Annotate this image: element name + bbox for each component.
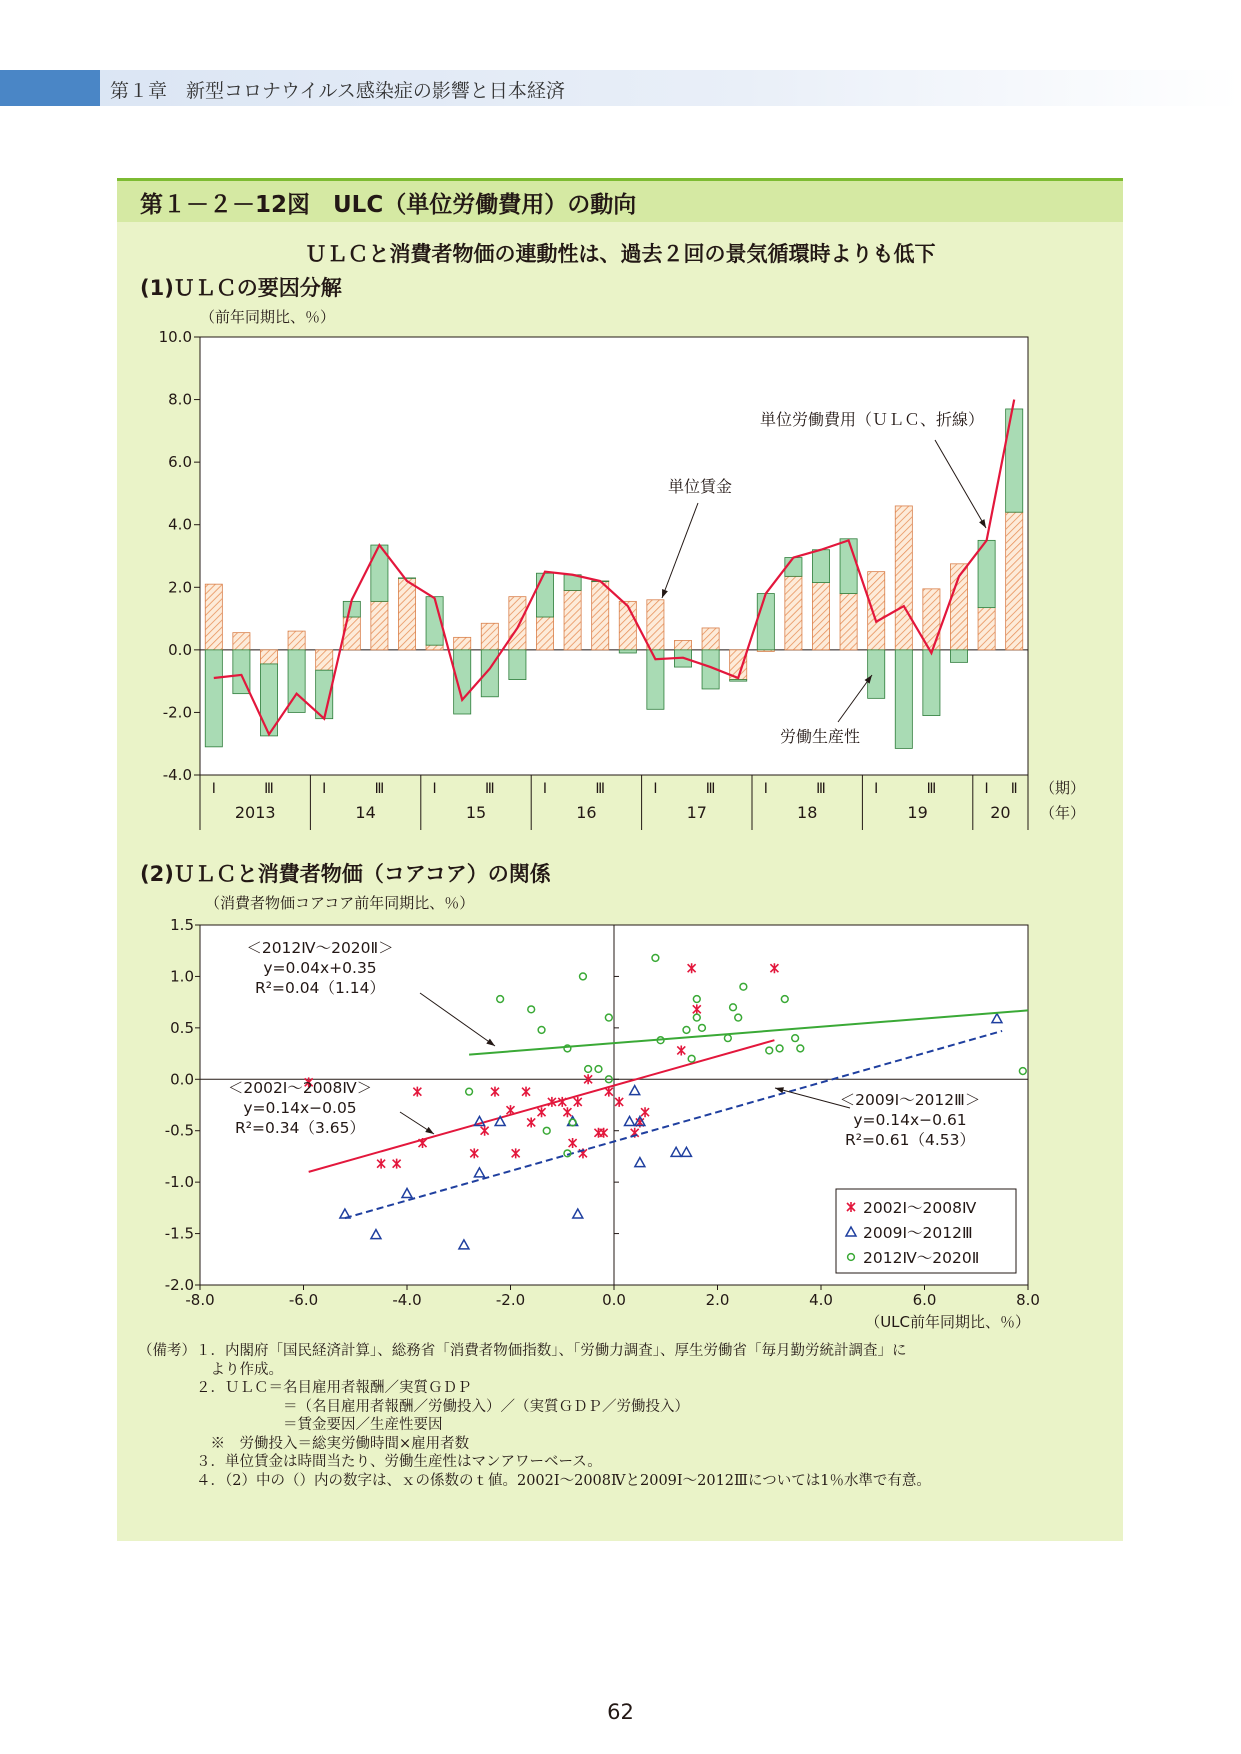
quarter-label: Ⅰ [211,781,216,797]
wage-bar [978,608,995,650]
figure-subtitle: ＵＬＣと消費者物価の連動性は、過去２回の景気循環時よりも低下 [305,242,936,266]
y-tick-label: 8.0 [168,390,192,409]
y-tick-label: -1.0 [164,1173,194,1192]
y-tick-label: 6.0 [168,453,192,472]
wage-bar [316,650,333,670]
quarter-label: Ⅲ [264,781,274,797]
label-2012-2020-equation: y=0.04x+0.35 [263,959,377,977]
y-tick-label: -2.0 [164,1276,194,1294]
y-axis-label: （前年同期比、％） [200,308,336,326]
productivity-bar [895,650,912,749]
year-label: 15 [465,803,487,822]
productivity-bar [481,650,498,697]
quarter-label: Ⅰ [322,781,327,797]
x-tick-label: -8.0 [185,1291,215,1309]
y-tick-label: 1.0 [170,967,194,986]
ulc-annotation: 単位労働費用（ＵＬＣ、折線） [760,410,985,429]
productivity-bar [509,650,526,680]
wage-bar [509,597,526,650]
wage-bar [205,584,222,650]
legend-2002-2008-label: 2002Ⅰ～2008Ⅳ [863,1199,977,1217]
quarter-label: Ⅲ [926,781,937,797]
quarter-label: Ⅲ [816,781,826,797]
quarter-label: Ⅰ [432,781,437,797]
y-tick-label: -2.0 [162,703,192,722]
wage-bar [454,637,471,650]
y-tick-label: 0.0 [170,1070,194,1089]
x-tick-label: -6.0 [288,1291,319,1309]
wage-bar [619,601,636,649]
label-2002-2008-period: ＜2002Ⅰ～2008Ⅳ＞ [227,1079,373,1097]
quarter-label: Ⅲ [484,781,495,797]
y-tick-label: 2.0 [168,578,192,597]
wage-bar [674,640,691,649]
label-2009-2012-period: ＜2009Ⅰ～2012Ⅲ＞ [839,1091,981,1109]
ulc-decomposition-chart [159,308,1085,830]
label-2009-2012-r2: R²=0.61（4.53） [845,1131,975,1149]
wage-bar [812,583,829,650]
period-unit: （期） [1040,779,1086,797]
y-tick-label: 0.0 [168,640,192,659]
note-line: ４．（2）中の（）内の数字は、ｘの係数のｔ値。2002Ⅰ～2008Ⅳと2009Ⅰ～2012Ⅲについては1％水準で有意。 [138,1472,931,1489]
ulc-cpi-scatter-chart [165,894,1040,1331]
quarter-label: Ⅰ [874,781,879,797]
note-line: より作成。 [138,1361,283,1378]
wage-bar [233,633,250,650]
quarter-label: Ⅲ [705,781,716,797]
year-label: 17 [686,803,707,822]
quarter-label: Ⅰ [984,781,989,797]
x-tick-label: 2.0 [705,1291,730,1309]
x-tick-label: 6.0 [912,1291,937,1309]
chapter-title: 第１章 新型コロナウイルス感染症の影響と日本経済 [110,80,565,102]
wage-bar [785,576,802,650]
figure-title: 第１－２－12図 ULC（単位労働費用）の動向 [140,192,637,218]
productivity-bar [840,539,857,594]
y-tick-label: -1.5 [164,1224,194,1243]
page-number: 62 [607,1700,634,1724]
x-tick-label: 4.0 [809,1291,833,1309]
y-tick-label: -0.5 [164,1121,194,1140]
note-line: ※ 労働投入＝総実労働時間×雇用者数 [138,1435,470,1452]
productivity-bar [812,550,829,583]
label-2002-2008-equation: y=0.14x−0.05 [243,1099,357,1117]
y-tick-label: 1.5 [170,916,194,934]
wage-bar [398,578,415,650]
year-label: 14 [355,803,376,822]
y-axis-label: （消費者物価コアコア前年同期比、％） [205,894,475,912]
legend-2012-2020-label: 2012Ⅳ～2020Ⅱ [863,1249,980,1267]
productivity-bar [398,578,415,579]
x-tick-label: -4.0 [392,1291,422,1309]
note-line: ２．ＵＬＣ＝名目雇用者報酬／実質ＧＤＰ [138,1380,472,1396]
year-label: 2013 [234,803,276,822]
wage-bar [868,572,885,650]
x-tick-label: 0.0 [602,1291,626,1309]
y-tick-label: 4.0 [168,515,192,534]
x-tick-label: 8.0 [1016,1291,1040,1309]
wage-bar [371,601,388,649]
productivity-bar [950,650,967,663]
year-label: 16 [576,803,597,822]
wage-bar [260,650,277,664]
section-2-title: (2)ＵＬＣと消費者物価（コアコア）の関係 [140,862,551,886]
note-line: （備考）１．内閣府「国民経済計算」、総務省「消費者物価指数」、「労働力調査」、厚生労働省「毎月勤労統計調査」に [138,1343,907,1359]
productivity-bar [868,650,885,698]
wage-bar [895,506,912,650]
quarter-label: Ⅰ [542,781,548,797]
year-label: 20 [990,803,1011,822]
productivity-annotation: 労働生産性 [780,727,861,746]
wage-bar [840,594,857,650]
label-2012-2020-r2: R²=0.04（1.14） [255,979,385,997]
note-line: ＝（名目雇用者報酬／労働投入）／（実質ＧＤＰ／労働投入） [138,1398,689,1415]
productivity-bar [730,680,747,682]
legend-2009-2012-label: 2009Ⅰ～2012Ⅲ [863,1224,973,1242]
wage-bar [592,581,609,650]
notes [138,1342,931,1490]
productivity-bar [978,540,995,607]
productivity-bar [205,650,222,747]
quarter-label: Ⅲ [374,781,385,797]
y-tick-label: 0.5 [170,1018,194,1037]
productivity-bar [757,594,774,650]
section-1-title: (1)ＵＬＣの要因分解 [140,276,342,300]
label-2012-2020-period: ＜2012Ⅳ～2020Ⅱ＞ [246,939,394,957]
quarter-label: Ⅱ [1010,781,1018,797]
year-label: 18 [797,803,818,822]
wage-bar [702,628,719,650]
wage-bar [481,623,498,650]
wage-bar [647,600,664,650]
label-2002-2008-r2: R²=0.34（3.65） [235,1119,365,1137]
y-tick-label: -4.0 [162,766,192,784]
label-2009-2012-equation: y=0.14x−0.61 [853,1111,967,1129]
productivity-bar [923,650,940,716]
quarter-label: Ⅲ [595,781,606,797]
productivity-bar [619,650,636,653]
wage-annotation: 単位賃金 [668,477,733,496]
wage-bar [536,617,553,650]
wage-bar [288,631,305,650]
note-line: ＝賃金要因／生産性要因 [138,1417,443,1433]
productivity-bar [536,573,553,617]
wage-bar [426,645,443,650]
quarter-label: Ⅰ [653,781,658,797]
x-tick-label: -2.0 [495,1291,526,1309]
y-tick-label: 10.0 [158,328,192,346]
x-axis-label: （ULC前年同期比、％） [865,1313,1030,1331]
note-line: ３．単位賃金は時間当たり、労働生産性はマンアワーベース。 [138,1454,602,1470]
quarter-label: Ⅰ [763,781,768,797]
wage-bar [1006,512,1023,650]
year-unit: （年） [1040,804,1086,822]
wage-bar [564,590,581,649]
year-label: 19 [907,803,928,822]
